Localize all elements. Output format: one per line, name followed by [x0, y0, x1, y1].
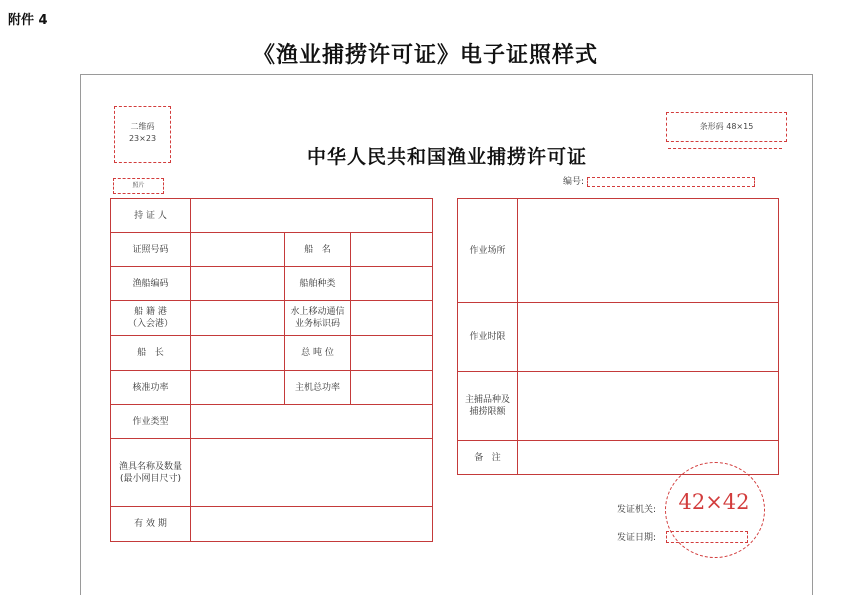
label-home-port-line2: （入会港） [127, 319, 173, 329]
value-operation-period [518, 303, 779, 372]
label-remarks: 备 注 [458, 441, 518, 475]
label-home-port [111, 301, 191, 336]
label-home-port-line1: 船 籍 港 [134, 307, 167, 317]
label-operation-area: 作业场所 [458, 199, 518, 303]
value-fishing-gear [191, 439, 433, 507]
label-target-species [458, 372, 518, 441]
label-operation-type: 作业类型 [111, 405, 191, 439]
label-tonnage: 总 吨 位 [285, 336, 351, 371]
license-title: 中华人民共和国渔业捕捞许可证 [306, 146, 587, 168]
serial-number-label: 编号: [563, 177, 585, 187]
value-validity [191, 507, 433, 542]
value-home-port [191, 301, 285, 336]
photo-placeholder: 照片 [113, 178, 164, 194]
value-mmsi [351, 301, 433, 336]
barcode-underline [668, 148, 782, 149]
label-fishing-gear-line1: 渔具名称及数量 [118, 461, 182, 472]
value-holder [191, 199, 433, 233]
label-vessel-name: 船 名 [285, 233, 351, 267]
label-target-species-line2: 捕捞限额 [469, 407, 506, 417]
value-tonnage [351, 336, 433, 371]
label-holder: 持 证 人 [111, 199, 191, 233]
label-fishing-gear-line2: (最小网目尺寸) [119, 473, 182, 484]
label-vessel-type: 船舶种类 [285, 267, 351, 301]
seal-size-label: 42×42 [678, 490, 750, 514]
barcode-placeholder: 条形码 48×15 [666, 112, 787, 142]
issue-date-label: 发证日期: [617, 533, 657, 543]
value-vessel-code [191, 267, 285, 301]
label-mmsi-line1: 水上移动通信 [290, 307, 345, 317]
value-length [191, 336, 285, 371]
attachment-label: 附件 4 [8, 13, 48, 28]
value-vessel-name [351, 233, 433, 267]
serial-number-field [587, 177, 755, 187]
label-main-engine-power: 主机总功率 [285, 371, 351, 405]
label-fishing-gear [111, 439, 191, 507]
document-title: 《渔业捕捞许可证》电子证照样式 [252, 43, 598, 68]
label-vessel-code: 渔船编码 [111, 267, 191, 301]
license-info-table-left [110, 198, 433, 542]
value-vessel-type [351, 267, 433, 301]
value-operation-type [191, 405, 433, 439]
label-mmsi [285, 301, 351, 336]
qr-code-size: 23×23 [128, 134, 157, 143]
label-approved-power: 核准功率 [111, 371, 191, 405]
value-approved-power [191, 371, 285, 405]
label-target-species-line1: 主捕品种及 [464, 395, 510, 405]
label-length: 船 长 [111, 336, 191, 371]
label-validity: 有 效 期 [111, 507, 191, 542]
value-main-engine-power [351, 371, 433, 405]
value-cert-number [191, 233, 285, 267]
qr-code-label: 二维码 [130, 122, 155, 131]
value-operation-area [518, 199, 779, 303]
value-target-species [518, 372, 779, 441]
label-mmsi-line2: 业务标识码 [294, 319, 340, 329]
label-operation-period: 作业时限 [458, 303, 518, 372]
qr-code-placeholder [114, 106, 171, 163]
issuing-authority-label: 发证机关: [617, 505, 657, 515]
label-cert-number: 证照号码 [111, 233, 191, 267]
license-info-table-right [457, 198, 779, 475]
